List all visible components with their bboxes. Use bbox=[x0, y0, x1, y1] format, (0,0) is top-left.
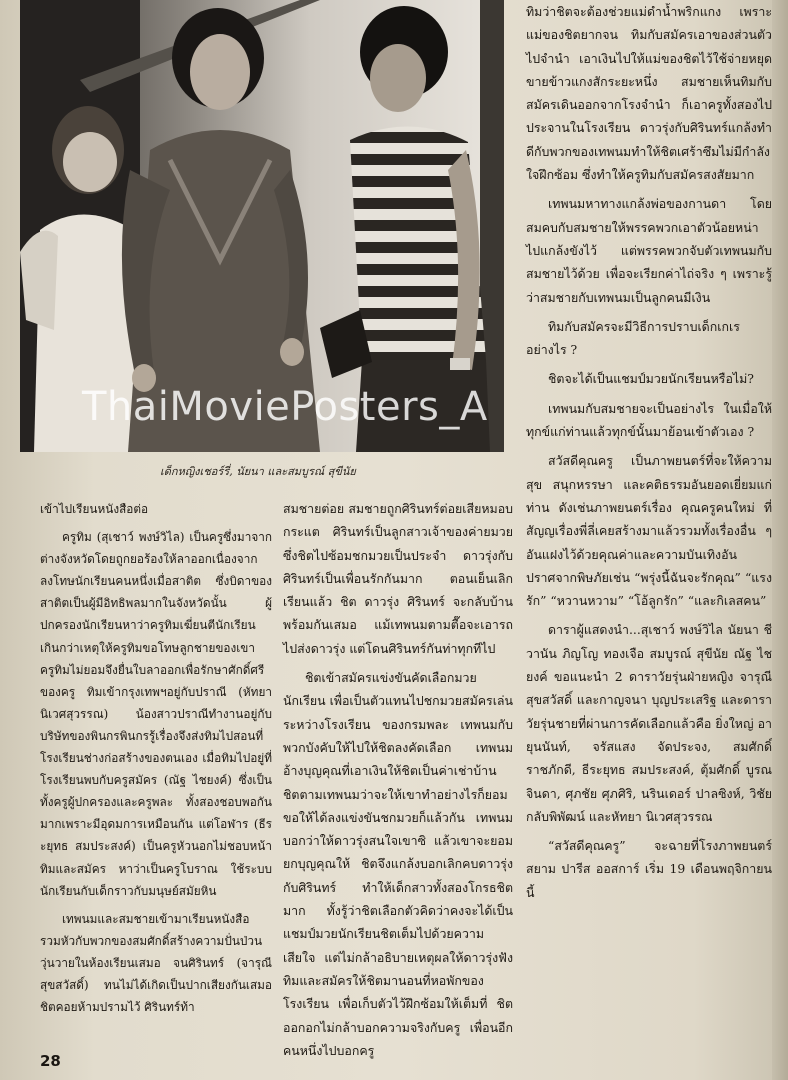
paragraph: ทิมกับสมัครจะมีวิธีการปราบเด็กเกเรอย่างไร ? bbox=[526, 318, 740, 358]
paragraph: ครูทิม (สุเชาว์ พงษ์วิไล) เป็นครูซึ่งมาจากต่างจังหวัดโดยถูกยอร้องให้ลาออกเนื่องจากลงโทษนักเรียนคนหนึ่งเมื่อสาติต ซึ่งบิดาของสาติตเป็นผู้มีอิทธิพลมากในจังหวัดนั้น ผู้ปกครองนักเรียนหาว่าครูทิมเฆี่ยนตีนักเรียนเกินกว่าเหตุให้ครูทิมขอโทษลูกชายของเขา ครูทิมไม่ยอมจึงยื่นใบลาออกเพื่อรักษาศักดิ์ศรีของครู ทิมเข้ากรุงเทพฯอยู่กับปราณี (หัทยา นิเวศสุวรรณ) น้องสาวปราณีทำงานอยู่กับบริษัทของพินกรพินกรรู้เรื่องจึงส่งทิมไปสอนที่โรงเรียนช่างก่อสร้างของตนเอง เมื่อทิมไปอยู่ที่โรงเรียนพบกับครูสมัคร (ณัฐ ไชยงค์) ซึ่งเป็นทั้งครูผู้ปกครองและครูพละ ทั้งสองชอบพอกันมากเพราะมีอุดมการเหมือนกัน แต่โอฬาร (ธีระยุทธ สมประสงค์) เป็นครูหัวนอกไม่ชอบหน้าทิมและสมัคร หาว่าเป็นครูโบราณ ใช้ระบบนักเรียนกับเด็กราวกับมนุษย์สมัยหิน bbox=[40, 530, 272, 898]
watermark-text: ThaiMoviePosters_A bbox=[82, 384, 488, 430]
paragraph: “สวัสดีคุณครู” จะฉายที่โรงภาพยนตร์สยาม ปารีส ออสการ์ เริ่ม 19 เดือนพฤจิกายนนี้ bbox=[526, 838, 772, 900]
paragraph: เทพนมกับสมชายจะเป็นอย่างไร ในเมื่อให้ทุกข์แก่ท่านแล้วทุกข์นั้นมาย้อนเข้าตัวเอง ? bbox=[526, 400, 772, 440]
article-column-right bbox=[526, 0, 772, 910]
paragraph: เข้าไปเรียนหนังสือต่อ bbox=[40, 502, 149, 516]
article-column-middle bbox=[283, 497, 513, 1068]
paragraph: ทิมว่าชิตจะต้องช่วยแม่ดำน้ำพริกแกง เพราะแม่ของชิตยากจน ทิมกับสมัครเอาของส่วนตัวไปจำนำ เอาเงินไปให้แม่ของชิตไว้ใช้จ่ายหยุดขายข้าวแกงสักระยะหนึ่ง สมชายเห็นทิมกับสมัครเดินออกจากโรงจำนำ ก็เอาครูทั้งสองไปประจานในโรงเรียน ดาวรุ่งกับศิรินทร์แกล้งทำดีกับพวกของเทพนมทำให้ชิตเศร้าซึมไม่มีกำลังใจฝึกซ้อม ซึ่งทำให้ครูทิมกับสมัครสงสัยมาก bbox=[526, 4, 772, 183]
paragraph: ชิตเข้าสมัครแข่งขันคัดเลือกมวยนักเรียน เพื่อเป็นตัวแทนไปชกมวยสมัครเล่นระหว่างโรงเรียน ของกรมพละ เทพนมกับพวกบังคับให้ไปให้ชิตลงคัดเลือก เทพนมอ้างบุญคุณที่เอาเงินให้ชิตเป็นค่าเช่าบ้าน ชิตตามเทพนมว่าจะให้เขาทำอย่างไรก็ยอม ขอให้ได้ลงแข่งขันชกมวยก็แล้วกัน เทพนมบอกว่าให้ดาวรุ่งสนใจเขาซิ แล้วเขาจะยอมยกบุญคุณให้ ชิตจึงแกล้งบอกเลิกคบดาวรุ่งกับศิรินทร์ ทำให้เด็กสาวทั้งสองโกรธชิตมาก ทั้งรู้ว่าชิตเลือกตัวคิดว่าคงจะได้เป็นแชมป์มวยนักเรียนชิตเต็มไปด้วยความเสียใจ แต่ไม่กล้าอธิบายเหตุผลให้ดาวรุ่งฟัง ทิมและสมัครให้ชิตมานอนที่หอพักของโรงเรียน เพื่อเก็บตัวไว้ฝึกซ้อมให้เต็มที่ ชิตออกอกไม่กล้าบอกความจริงกับครู เพื่อนอีกคนหนึ่งไปบอกครู bbox=[283, 670, 513, 1058]
paragraph: เทพนมหาทางแกล้งพ่อของกานดา โดยสมคบกับสมชายให้พรรคพวกเอาตัวน้อยหน่าไปแกล้งขังไว้ แต่พรรคพวกจับตัวเทพนมกับสมชายไว้ด้วย เพื่อจะเรียกค่าไถ่จริง ๆ เพราะรู้ว่าสมชายกับเทพนมเป็นลูกคนมีเงิน bbox=[526, 196, 772, 305]
paragraph: สวัสดีคุณครู เป็นภาพยนตร์ที่จะให้ความสุข สนุกหรรษา และคติธรรมอันยอดเยี่ยมแก่ท่าน ดังเช่นภาพยนตร์เรื่อง คุณครูคนใหม่ ที่สัญญเรื่องพี่ลี่เคยสร้างมาแล้วรวมทั้งเรื่องอื่น ๆ อันแฝงไว้ด้วยคุณค่าและความบันเทิงอันปราศจากพิษภัยเช่น “พรุ่งนี้ฉันจะรักคุณ” “แรงรัก” “หวานหวาม” “โอ้ลูกรัก” “และกิเลสคน” bbox=[526, 453, 772, 609]
paragraph: เทพนมและสมชายเข้ามาเรียนหนังสือรวมหัวกับพวกของสมศักดิ์สร้างความปั่นป่วนวุ่นวายในห้องเรียนเสมอ จนศิรินทร์ (จารุณี สุขสวัสดิ์) ทนไม่ได้เกิดเป็นปากเสียงกันเสมอ ชิตคอยห้ามปรามไว้ ศิรินทร์ท้า bbox=[40, 911, 272, 1015]
photo-caption: เด็กหญิงเชอร์รี่, นัยนา และสมบูรณ์ สุขีนัย bbox=[160, 465, 356, 478]
page-edge-shadow bbox=[772, 0, 788, 1080]
page-number: 28 bbox=[40, 1052, 61, 1070]
paragraph: ชิตจะได้เป็นแชมป์มวยนักเรียนหรือไม่? bbox=[548, 371, 754, 387]
paragraph: สมชายต่อย สมชายถูกศิรินทร์ต่อยเสียหมอบกระแต ศิรินทร์เป็นลูกสาวเจ้าของค่ายมวยซึ่งชิตไปซ้อมชกมวยเป็นประจำ ดาวรุ่งกับศิรินทร์เป็นเพื่อนรักกันมาก ตอนเย็นเลิกเรียนแล้ว ชิต ดาวรุ่ง ศิรินทร์ จะกลับบ้านพร้อมกันเสมอ แม้เทพนมตามตื๊อจะเอารถไปส่งดาวรุ่ง แต่โดนศิรินทร์กันท่าทุกทีไป bbox=[283, 501, 513, 656]
paragraph: ดาราผู้แสดงนำ...สุเชาว์ พงษ์วิไล นัยนา ชีวานัน ภิญโญ ทองเจือ สมบูรณ์ สุขีนัย ณัฐ ไชยงค์ ขอแนะนำ 2 ดาราวัยรุ่นฝ่ายหญิง จารุณี สุขสวัสดิ์ และกาญจนา บุญประเสริฐ และดาราวัยรุ่นชายที่ผ่านการคัดเลือกแล้วคือ ยิ่งใหญ่ อายุนนันท์, จรัสแสง จัดประจง, สมศักดิ์ ราชภักดี, ธีระยุทธ สมประสงค์, ตุ้มศักดิ์ บูรณจินดา, ศุภชัย ศุภศิริ, นรินเดอร์ ปาลซิงห์, วิชัย กลับพิพัฒน์ และหัทยา นิเวศสุวรรณ bbox=[526, 622, 772, 824]
article-column-left bbox=[40, 498, 272, 1024]
